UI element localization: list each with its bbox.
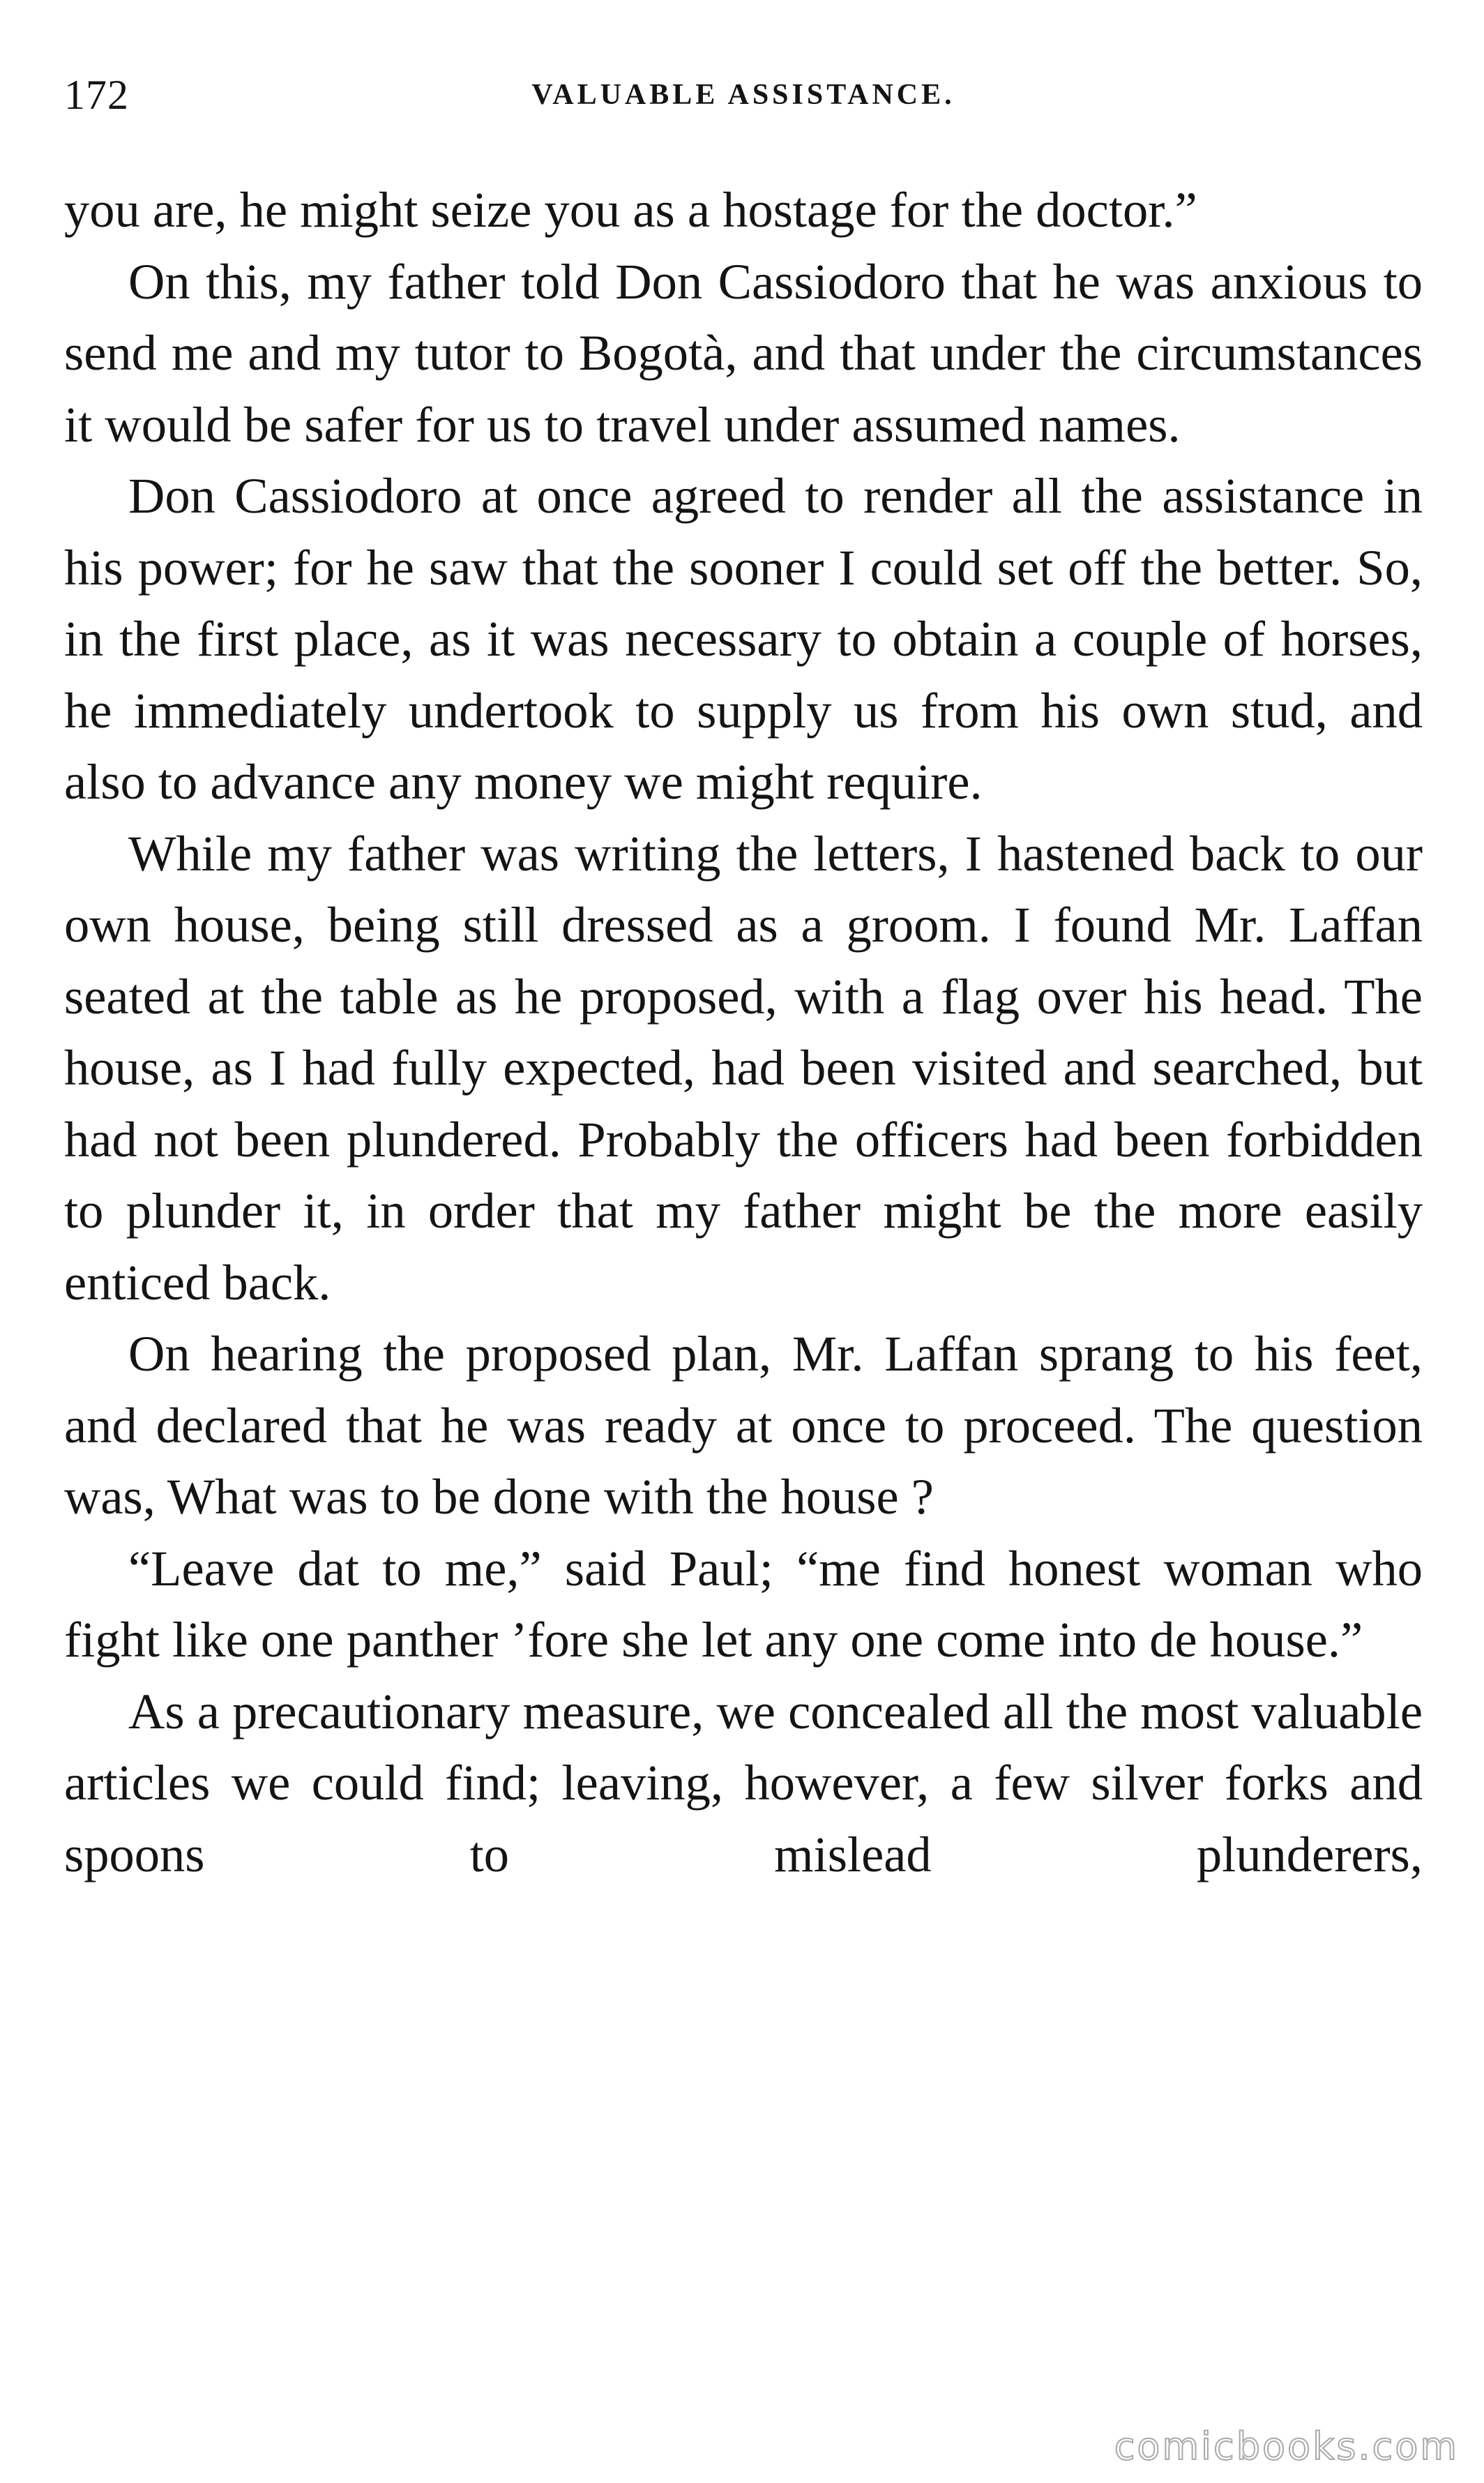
watermark: comicbooks.com <box>1114 2424 1459 2468</box>
paragraph-paul-quote: “Leave dat to me,” said Paul; “me find honest woman who fight like one panther ’fore she let any one come into de house.” <box>64 1539 1423 1668</box>
paragraph-laffan-ready: On hearing the proposed plan, Mr. Laffan sprang to his feet, and declared that he was ready at once to proceed. The question was, What was to be done with the house ? <box>64 1325 1423 1525</box>
body-text <box>64 174 1423 1890</box>
paragraph-precaution: As a precautionary measure, we concealed all the most valuable articles we could find; leaving, however, a few silver forks and spoons to mislead plunderers, <box>64 1682 1423 1882</box>
running-head <box>64 67 1423 123</box>
paragraph-return-home: While my father was writing the letters, I hastened back to our own house, being still dressed as a groom. I found Mr. Laffan seated at the table as he proposed, with a flag over his head. The house, as I had fully expected, had been visited and searched, but had not been plundered. Probably the officers had been forbidden to plunder it, in order that my father might be the more easily enticed back. <box>64 824 1423 1311</box>
page-number: 172 <box>64 72 129 118</box>
paragraph-don-agrees: Don Cassiodoro at once agreed to render all the assistance in his power; for he saw that the sooner I could set off the better. So, in the first place, as it was necessary to obtain a couple of horses, he immediately undertook to supply us from his own stud, and also to advance any money we might require. <box>64 467 1423 810</box>
running-title: VALUABLE ASSISTANCE. <box>531 79 955 111</box>
paragraph-father-tells-don: On this, my father told Don Cassiodoro that he was anxious to send me and my tutor to Bogotà, and that under the circumstances it would be safer for us to travel under assumed names. <box>64 252 1423 453</box>
paragraph-continuation: you are, he might seize you as a hostage for the doctor.” <box>64 181 1197 238</box>
